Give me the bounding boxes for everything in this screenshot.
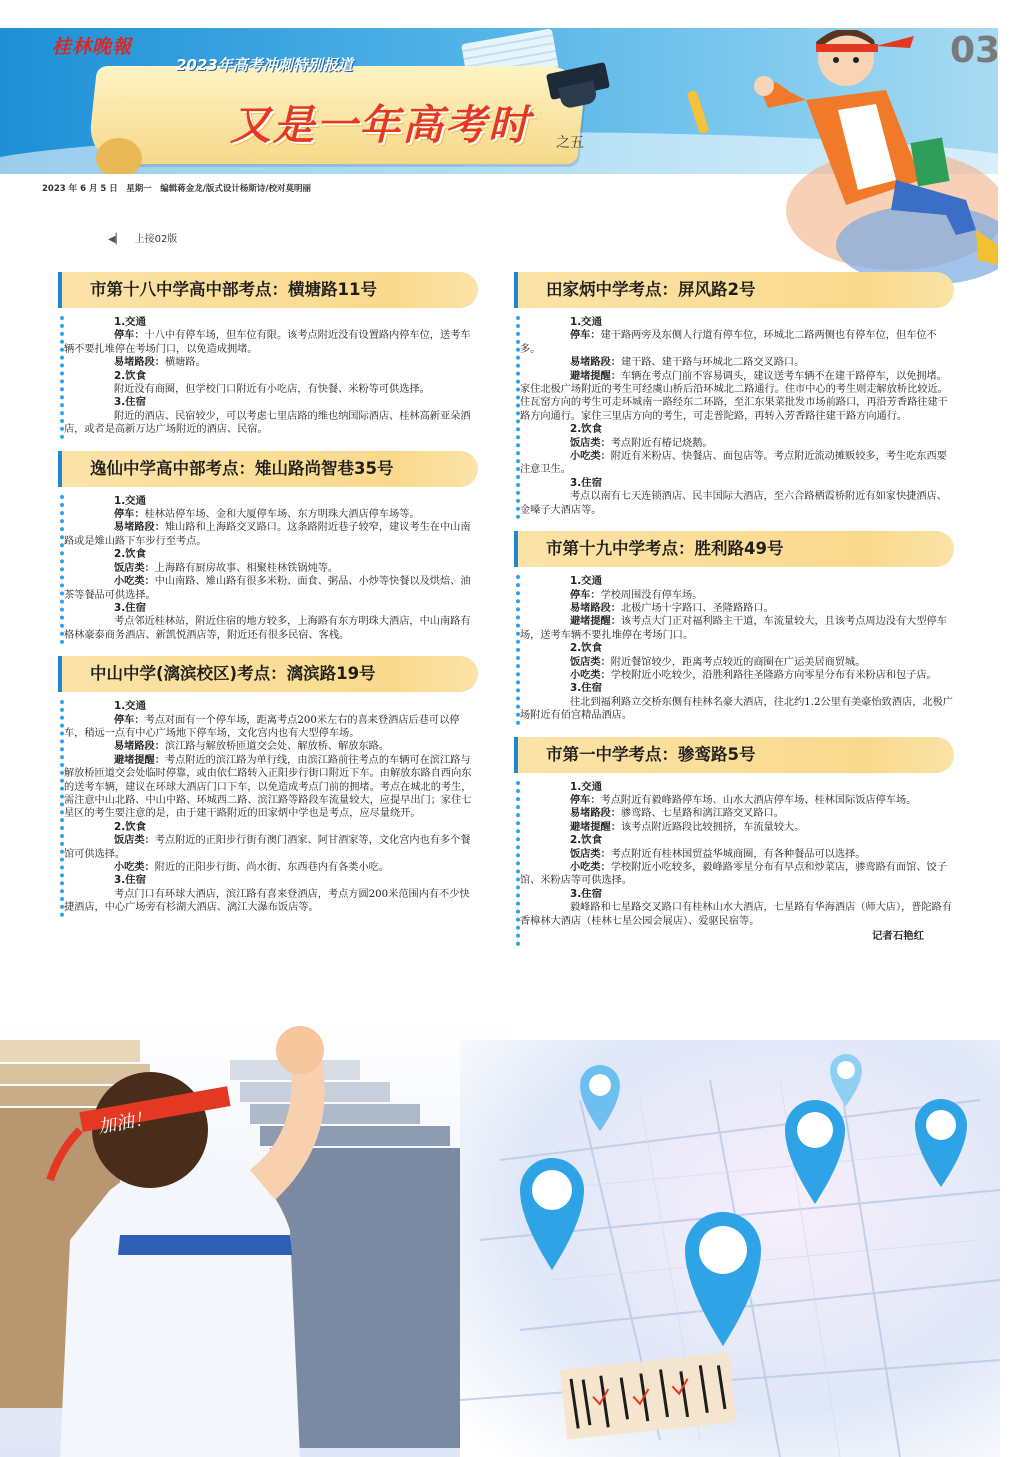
special-report-kicker: 2023年高考冲刺特别报道 bbox=[176, 56, 353, 74]
subsection-heading: 3.住宿 bbox=[570, 476, 602, 489]
headband-text: 加油！ bbox=[96, 1108, 154, 1139]
issue-meta-line: 2023 年 6 月 5 日 星期一 编辑蒋金龙/版式设计杨斯诗/校对莫明丽 bbox=[42, 184, 311, 194]
info-paragraph bbox=[520, 656, 954, 669]
exam-site-title: 逸仙中学高中部考点：雉山路尚智巷35号 bbox=[58, 451, 478, 487]
info-paragraph bbox=[520, 669, 954, 682]
info-paragraph bbox=[520, 821, 954, 834]
info-paragraph bbox=[520, 370, 954, 424]
continued-from-note bbox=[108, 230, 177, 245]
subsection-heading: 1.交通 bbox=[114, 316, 146, 328]
info-label: 小吃类： bbox=[570, 862, 611, 873]
info-label: 停车： bbox=[114, 330, 145, 342]
info-text: 附近有米粉店、快餐店、面包店等。考点附近流动摊贩较多，考生吃东西要注意卫生。 bbox=[520, 451, 947, 476]
info-label: 饭店类： bbox=[570, 656, 611, 668]
info-text: 考点门口有环球大酒店，滨江路有喜来登酒店，考点方圆200米范围内有不少快捷酒店，中心广场旁有杉湖大酒店、漓江大瀑布饭店等。 bbox=[64, 888, 470, 914]
exam-site-title: 市第十八中学高中部考点：横塘路11号 bbox=[58, 272, 478, 308]
info-label: 易堵路段： bbox=[114, 741, 165, 753]
info-paragraph bbox=[520, 490, 954, 517]
info-text: 上海路有厨房故事、相聚桂林铁锅炖等。 bbox=[154, 562, 339, 574]
info-paragraph bbox=[64, 888, 478, 915]
info-paragraph bbox=[64, 329, 478, 356]
exam-site-body bbox=[516, 575, 954, 724]
info-label: 饭店类： bbox=[114, 835, 155, 847]
info-label: 易堵路段： bbox=[114, 357, 165, 369]
info-text: 车辆在考点门前不容易调头，建议送考车辆不在建干路停车，以免拥堵。家住北极广场附近的考生可经虞山桥后沿环城北二路通行。住市中心的考生则走解放桥比较近。住瓦窑方向的考生可走环城南一路经东二环路，至汇东果菜批发市场前路口，再沿芳香路往建干路方向通行。家住三里店方向的考生，可走普陀路，再转入芳香路往建干路方向通行。 bbox=[520, 370, 948, 422]
subsection-heading: 1.交通 bbox=[570, 316, 602, 328]
continued-from-label: 上接02版 bbox=[134, 234, 178, 245]
city-map-pins-illustration bbox=[460, 1040, 1000, 1457]
info-paragraph bbox=[64, 615, 478, 642]
exam-site-body bbox=[516, 316, 954, 519]
info-text: 考点附近有椿记烧鹅。 bbox=[610, 437, 713, 449]
page-number: 03 bbox=[950, 30, 1001, 71]
info-paragraph bbox=[520, 901, 954, 928]
subsection-heading: 3.住宿 bbox=[114, 396, 146, 409]
exam-site-section bbox=[58, 451, 478, 656]
exam-site-title: 田家炳中学考点：屏风路2号 bbox=[514, 272, 954, 308]
info-label: 饭店类： bbox=[570, 848, 611, 860]
info-paragraph bbox=[64, 740, 478, 753]
info-text: 北极广场十字路口、圣隆路路口。 bbox=[620, 602, 774, 614]
info-label: 易堵路段： bbox=[114, 522, 165, 534]
info-text: 往北到福利路立交桥东侧有桂林名豪大酒店，往北约1.2公里有美豪怡致酒店，北极广场附近有佰宫精品酒店。 bbox=[520, 696, 953, 722]
info-text: 附近没有商圈，但学校门口附近有小吃店，有快餐、米粉等可供选择。 bbox=[114, 384, 430, 396]
subsection-heading: 3.住宿 bbox=[570, 887, 602, 900]
info-text: 毅峰路和七星路交叉路口有桂林山水大酒店，七星路有华海酒店（师大店），普陀路有香樟林大酒店（桂林七星公园会展店）、爱驱民宿等。 bbox=[520, 902, 953, 927]
info-paragraph bbox=[64, 754, 478, 821]
subsection-heading: 1.交通 bbox=[570, 575, 602, 588]
info-label: 饭店类： bbox=[114, 562, 155, 574]
info-paragraph bbox=[520, 794, 954, 807]
info-label: 小吃类： bbox=[570, 451, 611, 463]
info-paragraph bbox=[64, 410, 478, 437]
info-text: 学校附近小吃较少，沿胜利路往圣隆路方向零星分布有米粉店和包子店。 bbox=[610, 669, 937, 681]
info-text: 中山南路、雉山路有很多米粉、面食、粥品、小炒等快餐以及烘焙、油茶等餐品可供选择。 bbox=[64, 576, 471, 601]
exam-site-title: 市第一中学考点：骖鸾路5号 bbox=[514, 737, 954, 773]
exam-site-title: 市第十九中学考点：胜利路49号 bbox=[514, 531, 954, 567]
info-paragraph bbox=[520, 356, 954, 369]
info-label: 停车： bbox=[570, 330, 601, 342]
subsection-heading: 2.饮食 bbox=[570, 642, 602, 655]
info-text: 考点对面有一个停车场，距离考点200米左右的喜来登酒店后巷可以停车，稍远一点有中心广场地下停车场，文化宫内也有大型停车场。 bbox=[64, 714, 460, 739]
info-text: 考点附近有毅峰路停车场、山水大酒店停车场、桂林国际饭店停车场。 bbox=[600, 794, 917, 806]
info-text: 该考点附近路段比较拥挤，车流量较大。 bbox=[620, 821, 805, 833]
subsection-heading: 1.交通 bbox=[114, 700, 146, 713]
info-text: 十八中有停车场，但车位有限。该考点附近没有设置路内停车位，送考车辆不要扎堆停在考场门口，以免造成拥堵。 bbox=[64, 330, 471, 355]
exam-site-section bbox=[514, 531, 954, 736]
subsection-heading: 2.饮食 bbox=[114, 820, 146, 833]
right-column bbox=[514, 272, 954, 958]
info-paragraph bbox=[520, 861, 954, 888]
info-text: 桂林站停车场、金和大厦停车场、东方明珠大酒店停车场等。 bbox=[144, 509, 420, 521]
tassel-icon bbox=[686, 90, 709, 135]
info-paragraph bbox=[64, 861, 478, 874]
info-label: 小吃类： bbox=[570, 669, 611, 681]
info-text: 学校周围没有停车场。 bbox=[600, 589, 703, 601]
info-label: 停车： bbox=[114, 509, 145, 521]
subsection-heading: 1.交通 bbox=[114, 494, 146, 507]
student-cheering-illustration bbox=[0, 1020, 510, 1457]
newspaper-logo: 桂林晚報 bbox=[52, 36, 133, 58]
info-text: 建干路两旁及东侧人行道有停车位，环城北二路两侧也有停车位，但车位不多。 bbox=[520, 330, 937, 355]
info-label: 避堵提醒： bbox=[570, 616, 621, 628]
info-text: 考点附近有桂林国贸益华城商圈，有各种餐品可以选择。 bbox=[610, 848, 866, 860]
info-label: 小吃类： bbox=[114, 576, 155, 588]
speaker-arrow-icon: ◀▏ bbox=[108, 234, 124, 245]
info-label: 停车： bbox=[114, 714, 145, 726]
subsection-heading: 3.住宿 bbox=[570, 682, 602, 695]
info-paragraph bbox=[520, 437, 954, 450]
info-paragraph bbox=[520, 450, 954, 477]
info-text: 考点附近的正阳步行街有澳门酒家、阿甘酒家等，文化宫内也有多个餐馆可供选择。 bbox=[64, 835, 471, 860]
info-paragraph bbox=[520, 807, 954, 820]
info-text: 附近的正阳步行街、尚水街、东西巷内有各类小吃。 bbox=[154, 862, 390, 873]
info-paragraph bbox=[64, 575, 478, 602]
subsection-heading: 3.住宿 bbox=[114, 601, 146, 614]
info-label: 小吃类： bbox=[114, 862, 155, 873]
student-running-illustration bbox=[746, 30, 1001, 295]
exam-site-section bbox=[58, 656, 478, 929]
subsection-heading: 2.饮食 bbox=[114, 548, 146, 561]
subsection-heading: 2.饮食 bbox=[114, 369, 146, 382]
subsection-heading: 2.饮食 bbox=[570, 834, 602, 847]
info-paragraph bbox=[64, 383, 478, 396]
exam-site-body bbox=[60, 316, 478, 439]
info-text: 学校附近小吃较多，毅峰路零星分布有早点和炒菜店，骖鸾路有面馆、饺子馆、米粉店等可供选择。 bbox=[520, 862, 947, 887]
info-paragraph bbox=[520, 848, 954, 861]
info-text: 考点以南有七天连锁酒店、民丰国际大酒店，至六合路栖霞桥附近有如家快捷酒店、金嗓子大酒店等。 bbox=[520, 491, 947, 516]
info-label: 停车： bbox=[570, 589, 601, 601]
info-paragraph bbox=[520, 615, 954, 642]
info-paragraph bbox=[64, 508, 478, 521]
info-text: 考点附近的滨江路为单行线，由滨江路前往考点的车辆可在滨江路与解放桥匝道交会处临时停靠，或由依仁路转入正阳步行街口附近下车。由解放东路自西向东的送考车辆，建议在环球大酒店门口下车，以免造成考点门前的拥堵。考点在城北的考生，需注意中山北路、中山中路、环城西二路、滨江路等路段车流量较大，应提早出门；家住七星区的考生要注意的是，由于建干路附近的田家炳中学也是考点，应尽量绕开。 bbox=[64, 754, 472, 820]
info-text: 考点邻近桂林站，附近住宿的地方较多，上海路有东方明珠大酒店，中山南路有格林豪泰商务酒店、新凯悦酒店等，附近还有很多民宿、客栈。 bbox=[64, 616, 471, 641]
series-number: 之五 bbox=[556, 135, 584, 151]
left-column bbox=[58, 272, 478, 929]
info-label: 易堵路段： bbox=[570, 602, 621, 614]
exam-site-title: 中山中学(漓滨校区)考点：漓滨路19号 bbox=[58, 656, 478, 692]
subsection-heading: 2.饮食 bbox=[570, 423, 602, 436]
info-text: 雉山路和上海路交叉路口。这条路附近巷子较窄，建议考生在中山南路或是雉山路下车步行至考点。 bbox=[64, 522, 471, 547]
info-paragraph bbox=[64, 356, 478, 369]
info-text: 滨江路与解放桥匝道交会处、解放桥、解放东路。 bbox=[164, 741, 390, 753]
info-text: 附近餐馆较少，距离考点较近的商圈在广运美居商贸城。 bbox=[610, 656, 866, 668]
info-text: 横塘路。 bbox=[164, 357, 206, 369]
info-paragraph bbox=[64, 562, 478, 575]
info-paragraph bbox=[520, 696, 954, 723]
info-label: 避堵提醒： bbox=[570, 821, 621, 833]
info-label: 避堵提醒： bbox=[114, 754, 165, 766]
info-paragraph bbox=[520, 589, 954, 602]
info-label: 停车： bbox=[570, 794, 601, 806]
subsection-heading: 1.交通 bbox=[570, 780, 602, 793]
info-paragraph bbox=[64, 521, 478, 548]
info-label: 饭店类： bbox=[570, 437, 611, 449]
subsection-heading: 3.住宿 bbox=[114, 874, 146, 887]
info-paragraph bbox=[64, 834, 478, 861]
reporter-byline: 记者石艳红 bbox=[872, 930, 924, 943]
info-text: 该考点大门正对福利路主干道，车流量较大，且该考点周边没有大型停车场，送考车辆不要扎堆停在考场门口。 bbox=[520, 616, 947, 641]
info-label: 易堵路段： bbox=[570, 357, 621, 369]
page-headline: 又是一年高考时 bbox=[230, 101, 531, 149]
exam-site-body bbox=[60, 495, 478, 644]
exam-site-body bbox=[60, 700, 478, 917]
info-text: 附近的酒店、民宿较少，可以考虑七里店路的维也纳国际酒店、桂林高新亚朵酒店，或者是高新万达广场附近的酒店、民宿。 bbox=[64, 410, 471, 436]
info-paragraph bbox=[520, 602, 954, 615]
info-paragraph bbox=[520, 329, 954, 356]
info-label: 易堵路段： bbox=[570, 808, 621, 820]
exam-site-section bbox=[58, 272, 478, 451]
exam-site-section bbox=[514, 272, 954, 531]
info-paragraph bbox=[64, 714, 478, 741]
info-text: 骖鸾路、七星路和漓江路交叉路口。 bbox=[620, 808, 784, 820]
exam-site-body bbox=[516, 781, 954, 946]
info-label: 避堵提醒： bbox=[570, 370, 621, 382]
info-text: 建干路、建干路与环城北二路交叉路口。 bbox=[620, 357, 805, 369]
exam-site-section bbox=[514, 737, 954, 958]
